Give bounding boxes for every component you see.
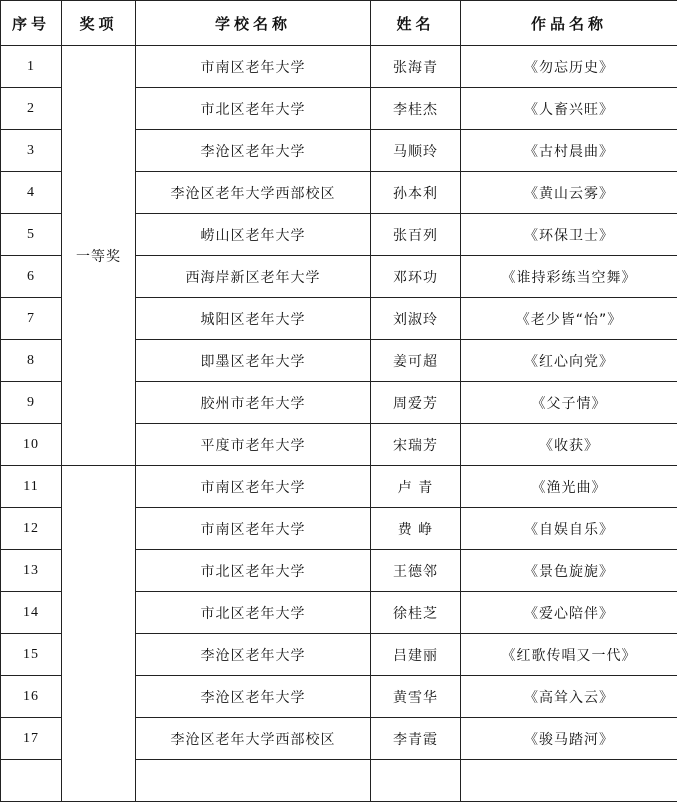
school-cell: 李沧区老年大学 <box>136 634 371 676</box>
school-cell: 西海岸新区老年大学 <box>136 256 371 298</box>
name-cell: 刘淑玲 <box>371 298 461 340</box>
seq-cell: 1 <box>1 46 62 88</box>
school-cell: 李沧区老年大学 <box>136 130 371 172</box>
header-work: 作品名称 <box>461 1 677 46</box>
school-cell: 市南区老年大学 <box>136 46 371 88</box>
name-cell: 邓环功 <box>371 256 461 298</box>
header-seq: 序号 <box>1 1 62 46</box>
work-cell: 《父子情》 <box>461 382 677 424</box>
award-second-prize <box>62 466 136 802</box>
school-cell: 李沧区老年大学 <box>136 676 371 718</box>
seq-cell: 10 <box>1 424 62 466</box>
school-cell: 崂山区老年大学 <box>136 214 371 256</box>
header-row <box>1 1 677 46</box>
header-name: 姓名 <box>371 1 461 46</box>
name-cell <box>371 760 461 802</box>
seq-cell: 2 <box>1 88 62 130</box>
table-row <box>1 46 677 88</box>
seq-cell: 13 <box>1 550 62 592</box>
school-cell <box>136 760 371 802</box>
work-cell: 《景色旋旎》 <box>461 550 677 592</box>
seq-cell: 17 <box>1 718 62 760</box>
name-cell: 张海青 <box>371 46 461 88</box>
school-cell: 市北区老年大学 <box>136 592 371 634</box>
name-cell: 马顺玲 <box>371 130 461 172</box>
header-school: 学校名称 <box>136 1 371 46</box>
work-cell: 《谁持彩练当空舞》 <box>461 256 677 298</box>
seq-cell: 12 <box>1 508 62 550</box>
name-cell: 孙本利 <box>371 172 461 214</box>
name-cell: 徐桂芝 <box>371 592 461 634</box>
header-award: 奖项 <box>62 1 136 46</box>
name-cell: 姜可超 <box>371 340 461 382</box>
work-cell: 《老少皆“怡”》 <box>461 298 677 340</box>
seq-cell: 9 <box>1 382 62 424</box>
name-cell: 李桂杰 <box>371 88 461 130</box>
work-cell: 《环保卫士》 <box>461 214 677 256</box>
work-cell: 《收获》 <box>461 424 677 466</box>
name-cell: 费 峥 <box>371 508 461 550</box>
school-cell: 平度市老年大学 <box>136 424 371 466</box>
award-table-body <box>1 46 677 802</box>
seq-cell: 8 <box>1 340 62 382</box>
seq-cell: 5 <box>1 214 62 256</box>
work-cell: 《人畜兴旺》 <box>461 88 677 130</box>
work-cell: 《自娱自乐》 <box>461 508 677 550</box>
seq-cell: 15 <box>1 634 62 676</box>
work-cell: 《爱心陪伴》 <box>461 592 677 634</box>
seq-cell: 14 <box>1 592 62 634</box>
work-cell: 《渔光曲》 <box>461 466 677 508</box>
table-row <box>1 466 677 508</box>
seq-cell: 3 <box>1 130 62 172</box>
school-cell: 城阳区老年大学 <box>136 298 371 340</box>
work-cell: 《红心向党》 <box>461 340 677 382</box>
name-cell: 王德邻 <box>371 550 461 592</box>
seq-cell: 6 <box>1 256 62 298</box>
name-cell: 卢 青 <box>371 466 461 508</box>
school-cell: 市北区老年大学 <box>136 550 371 592</box>
school-cell: 李沧区老年大学西部校区 <box>136 718 371 760</box>
name-cell: 宋瑞芳 <box>371 424 461 466</box>
name-cell: 李青霞 <box>371 718 461 760</box>
name-cell: 吕建丽 <box>371 634 461 676</box>
seq-cell: 16 <box>1 676 62 718</box>
school-cell: 李沧区老年大学西部校区 <box>136 172 371 214</box>
work-cell: 《骏马踏河》 <box>461 718 677 760</box>
seq-cell: 11 <box>1 466 62 508</box>
school-cell: 市南区老年大学 <box>136 466 371 508</box>
work-cell: 《高耸入云》 <box>461 676 677 718</box>
work-cell <box>461 760 677 802</box>
work-cell: 《黄山云雾》 <box>461 172 677 214</box>
school-cell: 胶州市老年大学 <box>136 382 371 424</box>
seq-cell: 7 <box>1 298 62 340</box>
work-cell: 《红歌传唱又一代》 <box>461 634 677 676</box>
seq-cell: 4 <box>1 172 62 214</box>
name-cell: 张百列 <box>371 214 461 256</box>
work-cell: 《古村晨曲》 <box>461 130 677 172</box>
name-cell: 黄雪华 <box>371 676 461 718</box>
school-cell: 市南区老年大学 <box>136 508 371 550</box>
school-cell: 市北区老年大学 <box>136 88 371 130</box>
work-cell: 《勿忘历史》 <box>461 46 677 88</box>
name-cell: 周爱芳 <box>371 382 461 424</box>
school-cell: 即墨区老年大学 <box>136 340 371 382</box>
seq-cell <box>1 760 62 802</box>
award-first-prize: 一等奖 <box>62 46 136 466</box>
